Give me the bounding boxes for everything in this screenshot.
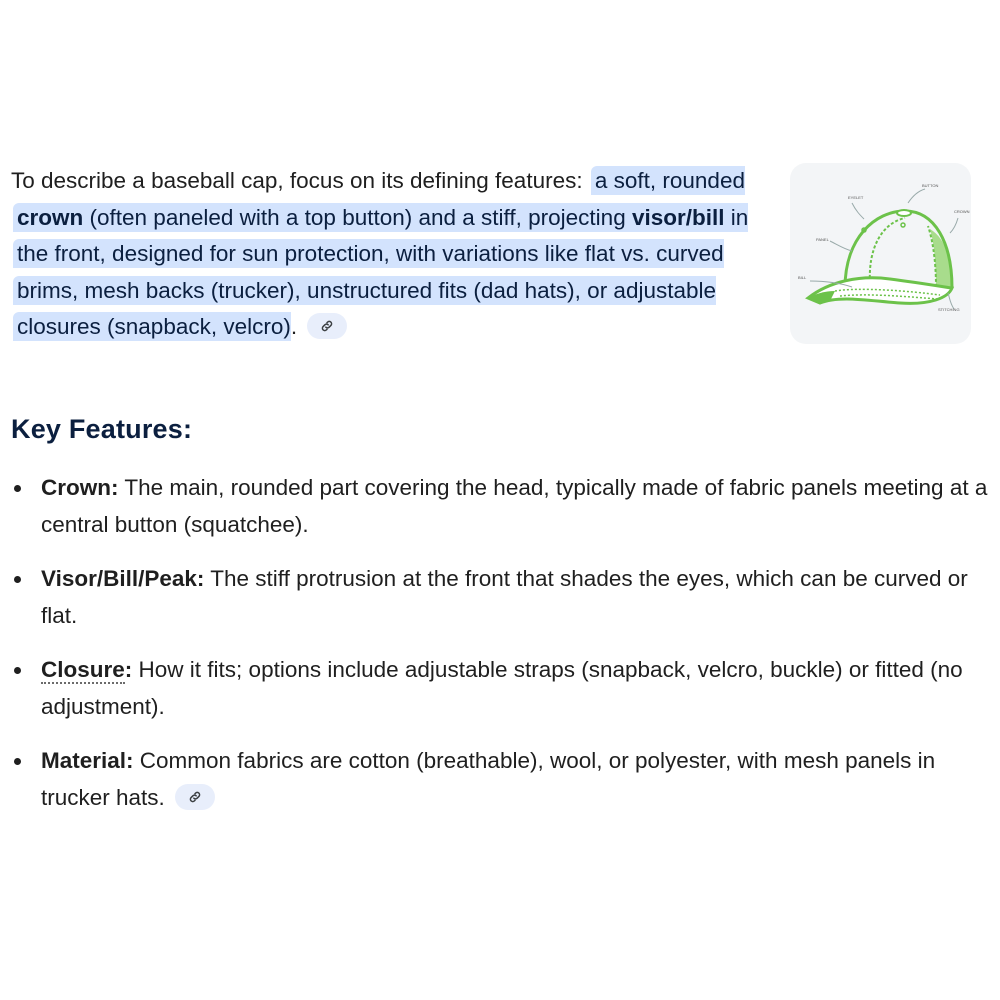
bold-term-crown: crown xyxy=(17,204,84,230)
bullet-icon xyxy=(14,485,21,492)
cap-diagram-image[interactable] xyxy=(790,163,971,344)
link-icon xyxy=(188,790,202,804)
svg-text:STITCHING: STITCHING xyxy=(938,307,960,312)
feature-term: Crown: xyxy=(41,475,119,500)
feature-desc: The stiff protrusion at the front that shades the eyes, which can be curved or flat. xyxy=(41,566,968,628)
list-item-visor xyxy=(0,561,990,634)
feature-term-suffix: : xyxy=(124,657,133,682)
list-item-material xyxy=(0,743,990,816)
svg-text:BUTTON: BUTTON xyxy=(922,183,939,188)
feature-desc: Common fabrics are cotton (breathable), wool, or polyester, with mesh panels in trucker hats. xyxy=(41,748,936,810)
highlight-text: (often paneled with a top button) and a stiff, projecting xyxy=(83,204,632,230)
list-item-closure xyxy=(0,652,990,725)
source-link-button[interactable] xyxy=(307,313,347,339)
section-heading: Key Features: xyxy=(11,414,193,444)
closure-term-link[interactable]: Closure xyxy=(41,657,125,682)
bold-term-visor: visor/bill xyxy=(631,204,725,230)
bullet-icon xyxy=(14,576,21,583)
bullet-icon xyxy=(14,667,21,674)
intro-lead: To describe a baseball cap, focus on its defining features: xyxy=(11,168,589,193)
svg-text:EYELET: EYELET xyxy=(848,195,864,200)
cap-diagram-icon xyxy=(790,163,971,344)
feature-desc: How it fits; options include adjustable straps (snapback, velcro, buckle) or fitted (no adjustment). xyxy=(41,657,963,719)
feature-desc: The main, rounded part covering the head, typically made of fabric panels meeting at a central button (squatchee). xyxy=(41,475,988,537)
source-link-button[interactable] xyxy=(175,784,215,810)
link-icon xyxy=(320,319,334,333)
intro-tail: . xyxy=(290,314,298,339)
svg-text:PANEL: PANEL xyxy=(816,237,829,242)
list-item-crown xyxy=(0,470,990,543)
feature-term: Material: xyxy=(41,748,134,773)
bullet-icon xyxy=(14,758,21,765)
svg-text:CROWN: CROWN xyxy=(954,209,970,214)
intro-paragraph xyxy=(11,163,771,346)
svg-text:BILL: BILL xyxy=(798,275,807,280)
features-list xyxy=(0,470,990,834)
highlight-text: a soft, rounded xyxy=(594,168,745,193)
highlight-text: in the front, designed for sun protection, with variations like flat vs. curved brims, mesh backs (trucker), unstructured fits (dad hats), or adjustable closures (snapback, velcro) xyxy=(17,204,749,339)
feature-term: Visor/Bill/Peak: xyxy=(41,566,205,591)
